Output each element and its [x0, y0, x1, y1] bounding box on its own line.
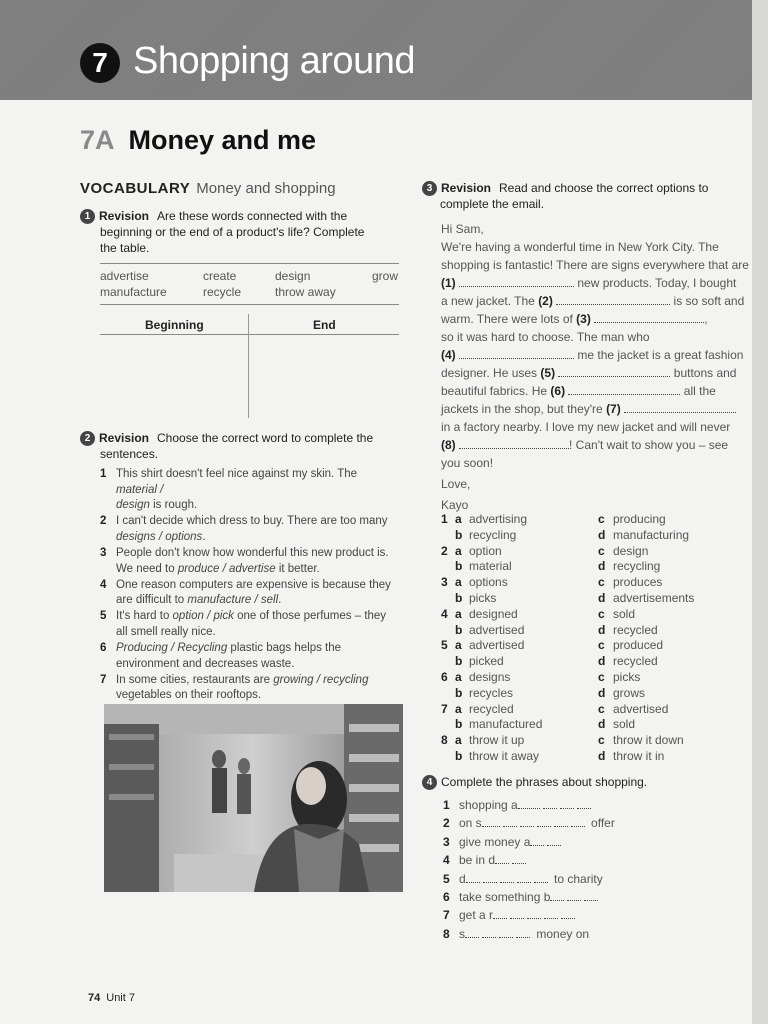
letter-gap[interactable] — [482, 928, 496, 938]
option-a[interactable]: designed — [469, 606, 518, 621]
instruction-line: Are these words connected with the — [157, 209, 348, 223]
unit-title: Shopping around — [133, 40, 415, 82]
answer-gap — [556, 292, 670, 305]
item-number: 6 — [443, 889, 450, 904]
sentence-item — [100, 641, 400, 672]
option-b[interactable]: manufactured — [469, 717, 543, 732]
email-greeting: Hi Sam, — [441, 222, 484, 236]
option-d[interactable]: sold — [613, 717, 636, 732]
option-letter: a — [455, 638, 462, 653]
email-text-segment: warm. There were lots of — [441, 312, 573, 326]
option-letter: b — [455, 748, 463, 763]
letter-gap[interactable] — [495, 854, 509, 864]
phrase-start: s — [459, 926, 465, 941]
email-text-segment: jackets in the shop, but they're — [441, 402, 603, 416]
item-number: 6 — [100, 642, 107, 655]
option-row — [441, 686, 741, 702]
option-row — [441, 670, 741, 686]
phrase-end: money on — [536, 926, 590, 941]
sentence-text: It's hard to option / pick one of those perfumes – they all smell really nice. — [116, 610, 387, 638]
unit-number-badge: 7 — [80, 43, 120, 83]
option-row — [441, 654, 741, 670]
sentence-item — [100, 467, 400, 514]
answer-gap — [459, 274, 574, 287]
option-a[interactable]: recycled — [469, 701, 514, 716]
instruction-line: Read and choose the correct options to — [499, 181, 709, 195]
gap-number: (7) — [606, 402, 621, 416]
lesson-code: 7A — [80, 125, 115, 155]
option-d[interactable]: grows — [613, 685, 646, 700]
page-spine — [752, 0, 768, 1024]
sentence-text: This shirt doesn't feel nice against my skin. The material / design is rough. — [116, 468, 358, 512]
letter-gap[interactable] — [577, 799, 591, 809]
letter-gap[interactable] — [520, 817, 534, 827]
word: design — [275, 269, 311, 283]
answer-gap — [568, 382, 680, 395]
option-letter: b — [455, 685, 463, 700]
gap-number: (3) — [576, 312, 591, 326]
letter-gap[interactable] — [517, 873, 531, 883]
option-b[interactable]: material — [469, 559, 512, 574]
gap-number: (6) — [550, 384, 566, 398]
option-letter: c — [598, 575, 605, 590]
option-letter: c — [598, 638, 605, 653]
option-letter: b — [455, 654, 463, 669]
sentence-list — [100, 467, 400, 704]
sentence-item — [100, 673, 400, 704]
sentence-item — [100, 546, 400, 577]
item-number: 2 — [443, 816, 450, 831]
email-text-segment: all the — [683, 384, 716, 398]
email-signature: Kayo — [441, 498, 469, 512]
option-letter: a — [455, 669, 462, 684]
sentence-text: One reason computers are expensive is because they are difficult to manufacture / sell. — [116, 578, 391, 607]
phrase-item — [441, 796, 615, 814]
email-line — [441, 364, 736, 382]
option-letter: a — [455, 543, 462, 558]
email-text-segment: , — [704, 312, 708, 326]
option-letter: d — [598, 717, 606, 732]
letter-gap[interactable] — [561, 909, 575, 919]
option-row — [441, 638, 741, 654]
option-row — [441, 559, 741, 575]
phrase-start: d — [459, 871, 466, 886]
answer-gap — [594, 310, 704, 323]
email-line: in a factory nearby. I love my new jacket and will never — [441, 420, 731, 434]
answer-gap — [459, 346, 574, 359]
phrase-start: on s — [459, 816, 482, 831]
option-b[interactable]: recycling — [469, 527, 517, 542]
option-letter: b — [455, 622, 463, 637]
option-letter: d — [598, 654, 606, 669]
option-letter: d — [598, 685, 606, 700]
instruction-line: the table. — [100, 241, 150, 256]
option-c[interactable]: picks — [613, 669, 641, 684]
option-letter: a — [455, 701, 462, 716]
option-d[interactable]: recycling — [613, 559, 661, 574]
option-letter: b — [455, 717, 463, 732]
item-number: 7 — [443, 908, 450, 923]
email-text — [441, 220, 749, 514]
instruction-line: complete the email. — [440, 197, 545, 212]
option-letter: d — [598, 748, 606, 763]
option-d[interactable]: recycled — [613, 654, 658, 669]
phrase-start: be in d — [459, 853, 496, 868]
item-number: 6 — [441, 669, 448, 684]
instruction-line: Complete the phrases about shopping. — [441, 775, 648, 789]
exercise-2-instruction — [80, 430, 400, 462]
letter-gap[interactable] — [527, 909, 541, 919]
email-signoff: Love, — [441, 477, 471, 491]
option-row — [441, 575, 741, 591]
option-row — [441, 702, 741, 718]
email-line — [441, 436, 736, 454]
letter-gap[interactable] — [482, 817, 500, 827]
page-footer — [88, 992, 135, 1004]
email-text-segment: is so soft and — [673, 294, 745, 308]
table-divider — [100, 334, 399, 335]
email-line — [441, 382, 736, 400]
gap-number: (5) — [540, 366, 556, 380]
email-text-segment: me the jacket is a great fashion — [577, 348, 744, 362]
option-b[interactable]: throw it away — [469, 748, 540, 763]
letter-gap[interactable] — [499, 928, 513, 938]
letter-gap[interactable] — [584, 891, 598, 901]
exercise-number-badge: 3 — [422, 181, 437, 196]
letter-gap[interactable] — [550, 891, 564, 901]
item-number: 7 — [100, 673, 107, 686]
phrase-end: offer — [591, 816, 615, 831]
phrase-item — [441, 851, 615, 869]
item-number: 8 — [441, 733, 448, 748]
letter-gap[interactable] — [530, 836, 544, 846]
email-line — [441, 274, 736, 292]
exercise-3-instruction — [422, 180, 732, 212]
item-number: 1 — [441, 512, 448, 526]
option-row — [441, 512, 741, 528]
letter-gap[interactable] — [510, 909, 524, 919]
option-b[interactable]: picks — [469, 590, 497, 605]
option-letter: c — [598, 606, 605, 621]
item-number: 5 — [443, 871, 450, 886]
email-line: you soon! — [441, 456, 494, 470]
item-number: 2 — [100, 515, 107, 528]
option-c[interactable]: advertised — [613, 701, 669, 716]
letter-gap[interactable] — [465, 928, 479, 938]
word: advertise — [100, 269, 149, 283]
option-row — [441, 733, 741, 749]
option-row — [441, 591, 741, 607]
option-b[interactable]: picked — [469, 654, 504, 669]
option-c[interactable]: produces — [613, 575, 663, 590]
option-letter: c — [598, 733, 605, 748]
option-c[interactable]: design — [613, 543, 649, 558]
exercise-number-badge: 1 — [80, 209, 95, 224]
unit-banner — [0, 0, 752, 100]
lesson-title — [80, 125, 316, 156]
lesson-name: Money and me — [128, 125, 317, 155]
options-list — [441, 512, 741, 765]
option-d[interactable]: manufacturing — [613, 527, 690, 542]
gap-number: (2) — [538, 294, 553, 308]
option-row — [441, 607, 741, 623]
phrase-list — [441, 796, 615, 943]
email-text-segment: buttons and — [673, 366, 737, 380]
option-letter: a — [455, 733, 462, 748]
email-text-segment: a new jacket. The — [441, 294, 535, 308]
option-a[interactable]: options — [469, 575, 508, 590]
email-text-segment: designer. He uses — [441, 366, 538, 380]
sentence-text: Producing / Recycling plastic bags helps the environment and decreases waste. — [116, 642, 342, 670]
shopping-photo — [104, 704, 403, 892]
instruction-line: sentences. — [100, 447, 159, 462]
option-c[interactable]: produced — [613, 638, 664, 653]
sentence-item — [100, 514, 400, 545]
option-c[interactable]: sold — [613, 606, 636, 621]
item-number: 3 — [100, 546, 107, 559]
email-line — [441, 400, 736, 418]
email-text-segment: ! Can't wait to show you – see — [569, 438, 729, 452]
option-b[interactable]: recycles — [469, 685, 514, 700]
item-number: 1 — [100, 468, 107, 480]
phrase-start: shopping a — [459, 798, 518, 812]
instruction-line: Choose the correct word to complete the — [157, 431, 374, 445]
letter-gap[interactable] — [547, 836, 561, 846]
letter-gap[interactable] — [500, 873, 514, 883]
letter-gap[interactable] — [516, 928, 530, 938]
sentence-text: People don't know how wonderful this new product is. We need to produce / advertise it better. — [116, 546, 389, 575]
answer-gap — [558, 364, 670, 377]
letter-gap[interactable] — [534, 873, 548, 883]
letter-gap[interactable] — [537, 817, 551, 827]
letter-gap[interactable] — [571, 817, 585, 827]
item-number: 4 — [441, 606, 448, 621]
shopping-photo-image — [104, 704, 403, 892]
option-b[interactable]: advertised — [469, 622, 525, 637]
exercise-number-badge: 4 — [422, 775, 437, 790]
sentence-text: I can't decide which dress to buy. There are too many designs / options. — [116, 515, 388, 543]
word: create — [203, 269, 237, 283]
option-a[interactable]: designs — [469, 669, 511, 684]
option-d[interactable]: throw it in — [613, 748, 665, 763]
vocabulary-heading: VOCABULARY — [80, 180, 191, 197]
phrase-item — [441, 833, 615, 851]
sentence-item — [100, 578, 400, 609]
option-letter: a — [455, 512, 462, 526]
sentence-item — [100, 609, 400, 640]
email-line — [441, 310, 736, 328]
option-d[interactable]: recycled — [613, 622, 658, 637]
option-letter: c — [598, 669, 605, 684]
item-number: 4 — [100, 578, 107, 591]
option-row — [441, 544, 741, 560]
letter-gap[interactable] — [567, 891, 581, 901]
letter-gap[interactable] — [518, 799, 540, 809]
phrase-item — [441, 814, 615, 832]
item-number: 1 — [443, 798, 450, 812]
option-letter: d — [598, 559, 606, 574]
option-letter: a — [455, 606, 462, 621]
item-number: 4 — [443, 853, 450, 868]
email-text-segment: new products. Today, I bought — [577, 276, 737, 290]
letter-gap[interactable] — [554, 817, 568, 827]
option-letter: d — [598, 622, 606, 637]
word: recycle — [203, 285, 242, 299]
word: grow — [372, 269, 399, 283]
vocabulary-subheading: Money and shopping — [196, 180, 336, 197]
option-c[interactable]: throw it down — [613, 733, 684, 748]
option-row — [441, 623, 741, 639]
phrase-start: give money a — [459, 834, 531, 849]
option-letter: c — [598, 543, 605, 558]
phrase-start: take something b — [459, 889, 551, 904]
option-letter: b — [455, 590, 463, 605]
column-header-end: End — [313, 318, 336, 332]
item-number: 7 — [441, 701, 448, 716]
revision-label: Revision — [99, 431, 150, 445]
option-letter: c — [598, 512, 605, 526]
item-number: 5 — [441, 638, 448, 653]
table-divider — [248, 314, 249, 418]
exercise-number-badge: 2 — [80, 431, 95, 446]
exercise-1-instruction — [80, 208, 390, 256]
revision-label: Revision — [99, 209, 150, 223]
option-a[interactable]: option — [469, 543, 502, 558]
revision-label: Revision — [441, 181, 492, 195]
option-row — [441, 528, 741, 544]
option-letter: b — [455, 527, 463, 542]
classification-table — [100, 314, 399, 418]
letter-gap[interactable] — [466, 873, 480, 883]
answer-gap — [624, 400, 736, 413]
email-line: so it was hard to choose. The man who — [441, 330, 650, 344]
word: throw away — [275, 285, 336, 299]
item-number: 5 — [100, 610, 107, 623]
option-letter: c — [598, 701, 605, 716]
item-number: 2 — [441, 543, 448, 558]
answer-gap — [459, 436, 569, 449]
item-number: 8 — [443, 926, 450, 941]
option-a[interactable]: throw it up — [469, 733, 525, 748]
option-a[interactable]: advertised — [469, 638, 525, 653]
footer-unit: Unit 7 — [106, 992, 135, 1004]
letter-gap[interactable] — [560, 799, 574, 809]
item-number: 3 — [443, 834, 450, 849]
gap-number: (8) — [441, 438, 456, 452]
page-number: 74 — [88, 992, 101, 1004]
phrase-item — [441, 925, 615, 943]
email-line: We're having a wonderful time in New York City. The — [441, 240, 719, 254]
exercise-4-instruction — [422, 774, 732, 790]
phrase-start: get a r — [459, 908, 494, 923]
option-a[interactable]: advertising — [469, 512, 528, 526]
letter-gap[interactable] — [512, 854, 526, 864]
option-letter: d — [598, 590, 606, 605]
word: manufacture — [100, 285, 167, 299]
email-line — [441, 346, 744, 364]
letter-gap[interactable] — [543, 799, 557, 809]
email-line: shopping is fantastic! There are signs everywhere that are — [441, 258, 749, 272]
phrase-item — [441, 888, 615, 906]
column-header-beginning: Beginning — [145, 318, 204, 332]
gap-number: (1) — [441, 276, 456, 290]
option-row — [441, 717, 741, 733]
gap-number: (4) — [441, 348, 456, 362]
option-d[interactable]: advertisements — [613, 590, 695, 605]
option-letter: a — [455, 575, 462, 590]
instruction-line: beginning or the end of a product's life? Complete — [100, 225, 365, 240]
sentence-text: In some cities, restaurants are growing / recycling vegetables on their rooftops. — [116, 673, 369, 702]
section-heading — [80, 180, 336, 197]
email-text-segment: beautiful fabrics. He — [441, 384, 548, 398]
item-number: 3 — [441, 575, 448, 590]
phrase-item — [441, 870, 615, 888]
phrase-item — [441, 906, 615, 924]
option-row — [441, 749, 741, 765]
option-c[interactable]: producing — [613, 512, 666, 526]
option-letter: d — [598, 527, 606, 542]
letter-gap[interactable] — [493, 909, 507, 919]
letter-gap[interactable] — [544, 909, 558, 919]
phrase-end: to charity — [554, 871, 603, 886]
word-box — [100, 263, 399, 305]
email-line — [441, 292, 745, 310]
letter-gap[interactable] — [503, 817, 517, 827]
option-letter: b — [455, 559, 463, 574]
letter-gap[interactable] — [483, 873, 497, 883]
